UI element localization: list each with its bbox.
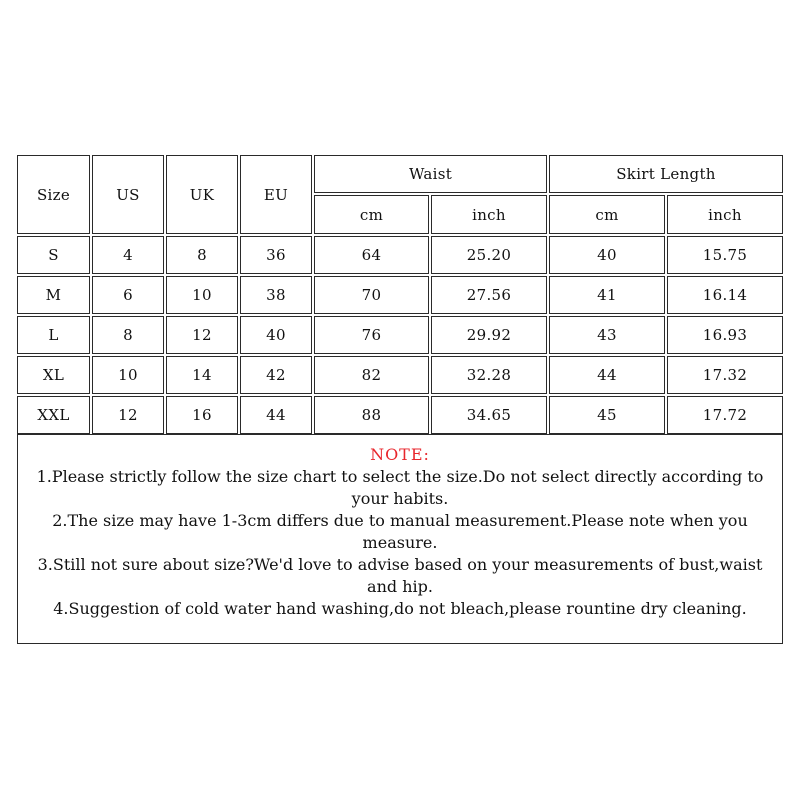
header-waist-inch: inch xyxy=(431,195,547,234)
header-skirt-inch: inch xyxy=(667,195,783,234)
row-xl-uk: 14 xyxy=(166,356,238,394)
row-l-waist-cm: 76 xyxy=(314,316,429,354)
row-l-skirt-inch: 16.93 xyxy=(667,316,783,354)
row-l-us: 8 xyxy=(92,316,164,354)
row-m-skirt-inch: 16.14 xyxy=(667,276,783,314)
header-skirt-cm: cm xyxy=(549,195,665,234)
row-m-us: 6 xyxy=(92,276,164,314)
row-xl-waist-cm: 82 xyxy=(314,356,429,394)
header-us: US xyxy=(92,155,164,234)
note-line-4: 4.Suggestion of cold water hand washing,do not bleach,please rountine dry cleaning. xyxy=(53,599,747,618)
row-s-us: 4 xyxy=(92,236,164,274)
row-m-uk: 10 xyxy=(166,276,238,314)
row-s-eu: 36 xyxy=(240,236,312,274)
header-size: Size xyxy=(17,155,90,234)
row-l-size: L xyxy=(17,316,90,354)
row-s-skirt-inch: 15.75 xyxy=(667,236,783,274)
row-s-waist-cm: 64 xyxy=(314,236,429,274)
row-xxl-skirt-cm: 45 xyxy=(549,396,665,434)
row-m-eu: 38 xyxy=(240,276,312,314)
row-xxl-size: XXL xyxy=(17,396,90,434)
note-line-3: 3.Still not sure about size?We'd love to advise based on your measurements of bust,waist and hip. xyxy=(37,555,763,596)
row-xxl-uk: 16 xyxy=(166,396,238,434)
row-m-waist-inch: 27.56 xyxy=(431,276,547,314)
row-xxl-skirt-inch: 17.72 xyxy=(667,396,783,434)
note-line-1: 1.Please strictly follow the size chart to select the size.Do not select directly according to your habits. xyxy=(36,467,764,508)
row-s-waist-inch: 25.20 xyxy=(431,236,547,274)
row-xxl-waist-inch: 34.65 xyxy=(431,396,547,434)
header-waist-cm: cm xyxy=(314,195,429,234)
row-xxl-eu: 44 xyxy=(240,396,312,434)
row-l-skirt-cm: 43 xyxy=(549,316,665,354)
header-uk: UK xyxy=(166,155,238,234)
row-l-waist-inch: 29.92 xyxy=(431,316,547,354)
size-chart xyxy=(17,155,783,645)
row-xl-skirt-cm: 44 xyxy=(549,356,665,394)
row-s-uk: 8 xyxy=(166,236,238,274)
header-skirt-length: Skirt Length xyxy=(549,155,783,193)
row-s-size: S xyxy=(17,236,90,274)
row-l-eu: 40 xyxy=(240,316,312,354)
row-s-skirt-cm: 40 xyxy=(549,236,665,274)
row-xl-skirt-inch: 17.32 xyxy=(667,356,783,394)
row-xl-size: XL xyxy=(17,356,90,394)
row-l-uk: 12 xyxy=(166,316,238,354)
row-xxl-waist-cm: 88 xyxy=(314,396,429,434)
row-m-size: M xyxy=(17,276,90,314)
row-xxl-us: 12 xyxy=(92,396,164,434)
header-eu: EU xyxy=(240,155,312,234)
row-m-skirt-cm: 41 xyxy=(549,276,665,314)
row-xl-us: 10 xyxy=(92,356,164,394)
note-title: NOTE: xyxy=(370,445,430,464)
notes-box xyxy=(17,434,783,644)
header-waist: Waist xyxy=(314,155,547,193)
note-line-2: 2.The size may have 1-3cm differs due to manual measurement.Please note when you measure. xyxy=(52,511,748,552)
row-xl-eu: 42 xyxy=(240,356,312,394)
row-xl-waist-inch: 32.28 xyxy=(431,356,547,394)
row-m-waist-cm: 70 xyxy=(314,276,429,314)
